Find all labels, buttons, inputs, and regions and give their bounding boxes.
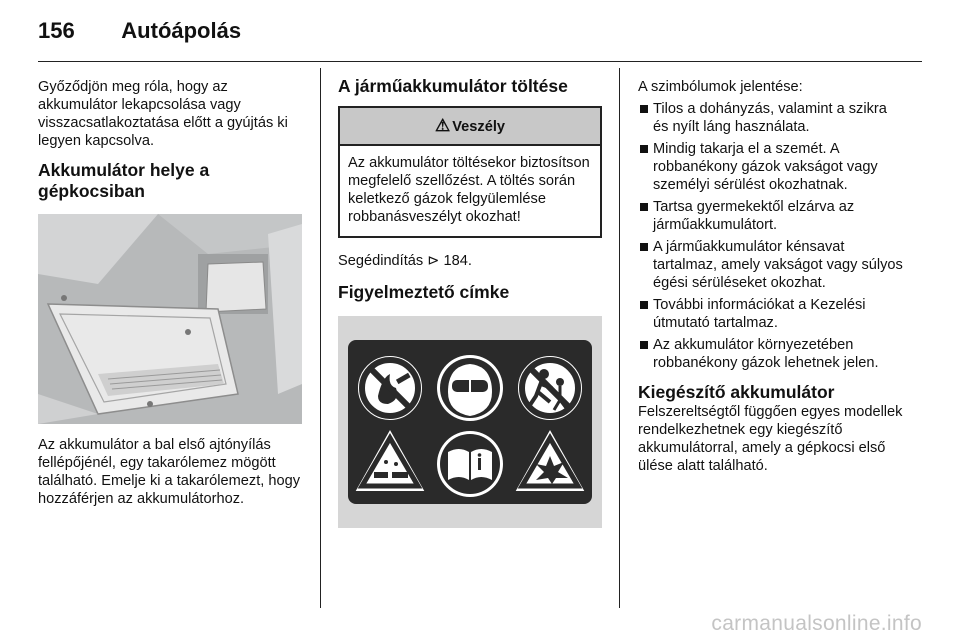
bullet-icon bbox=[640, 243, 648, 251]
page-title: Autóápolás bbox=[121, 18, 242, 43]
danger-box bbox=[338, 106, 602, 238]
column-divider-1 bbox=[320, 68, 321, 608]
column-2 bbox=[338, 76, 602, 528]
page-header bbox=[38, 18, 241, 44]
jumpstart-reference: Segédindítás ⊳ 184. bbox=[338, 253, 472, 269]
bullet-icon bbox=[640, 145, 648, 153]
extra-battery-paragraph: Felszereltségtől függően egyes modellek rendelkezhetnek egy kiegészítő akkumulátorral, amely a gépkocsi első ülése alatt található. bbox=[638, 404, 903, 474]
bullet-icon bbox=[640, 105, 648, 113]
list-item: Mindig takarja el a szemét. A robbanékony gázok vakságot vagy személyi sérülést okozhatnak. bbox=[638, 140, 904, 194]
intro-paragraph: Győződjön meg róla, hogy az akkumulátor lekapcsolása vagy visszacsatlakoztatása előtt a gyújtás ki legyen kapcsolva. bbox=[38, 79, 288, 149]
header-rule bbox=[38, 61, 922, 62]
bullet-icon bbox=[640, 203, 648, 211]
bullet-icon bbox=[640, 341, 648, 349]
heading-extra-battery: Kiegészítő akkumulátor bbox=[638, 382, 835, 402]
watermark: carmanualsonline.info bbox=[711, 612, 922, 635]
danger-title: Veszély bbox=[452, 119, 505, 135]
danger-text: Az akkumulátor töltésekor biztosítson megfelelő szellőzést. A töltés során keletkező gázok felgyülemlése robbanásveszélyt okozhat! bbox=[348, 155, 590, 225]
column-1 bbox=[38, 78, 304, 508]
column-3 bbox=[638, 78, 904, 475]
warning-triangle-icon: ⚠ bbox=[435, 116, 451, 135]
list-item: A járműakkumulátor kénsavat tartalmaz, amely vakságot vagy súlyos égési sérüléseket okozhat. bbox=[638, 238, 904, 292]
heading-battery-location: Akkumulátor helye a gépkocsiban bbox=[38, 160, 210, 201]
symbols-intro: A szimbólumok jelentése: bbox=[638, 79, 803, 95]
list-item: Az akkumulátor környezetében robbanékony gázok lehetnek jelen. bbox=[638, 336, 904, 372]
eye-protection-icon bbox=[437, 355, 503, 421]
list-item: További információkat a Kezelési útmutató tartalmaz. bbox=[638, 296, 904, 332]
heading-battery-charging: A járműakkumulátor töltése bbox=[338, 76, 568, 96]
symbols-list bbox=[638, 100, 904, 372]
bullet-icon bbox=[640, 301, 648, 309]
column-divider-2 bbox=[619, 68, 620, 608]
danger-box-header bbox=[340, 108, 600, 146]
warning-label-image bbox=[338, 316, 602, 528]
manual-book-icon bbox=[437, 431, 503, 497]
battery-location-photo bbox=[38, 214, 302, 424]
location-paragraph: Az akkumulátor a bal első ajtónyílás fellépőjénél, egy takarólemez mögött található. Emelje ki a takarólemezt, hogy hozzáférjen az akkumulátorhoz. bbox=[38, 437, 301, 507]
keep-away-children-icon bbox=[517, 355, 583, 421]
list-item: Tartsa gyermekektől elzárva az járműakkumulátort. bbox=[638, 198, 904, 234]
page-number: 156 bbox=[38, 18, 75, 43]
list-item: Tilos a dohányzás, valamint a szikra és nyílt láng használata. bbox=[638, 100, 904, 136]
heading-warning-label: Figyelmeztető címke bbox=[338, 282, 510, 302]
no-fire-icon bbox=[357, 355, 423, 421]
